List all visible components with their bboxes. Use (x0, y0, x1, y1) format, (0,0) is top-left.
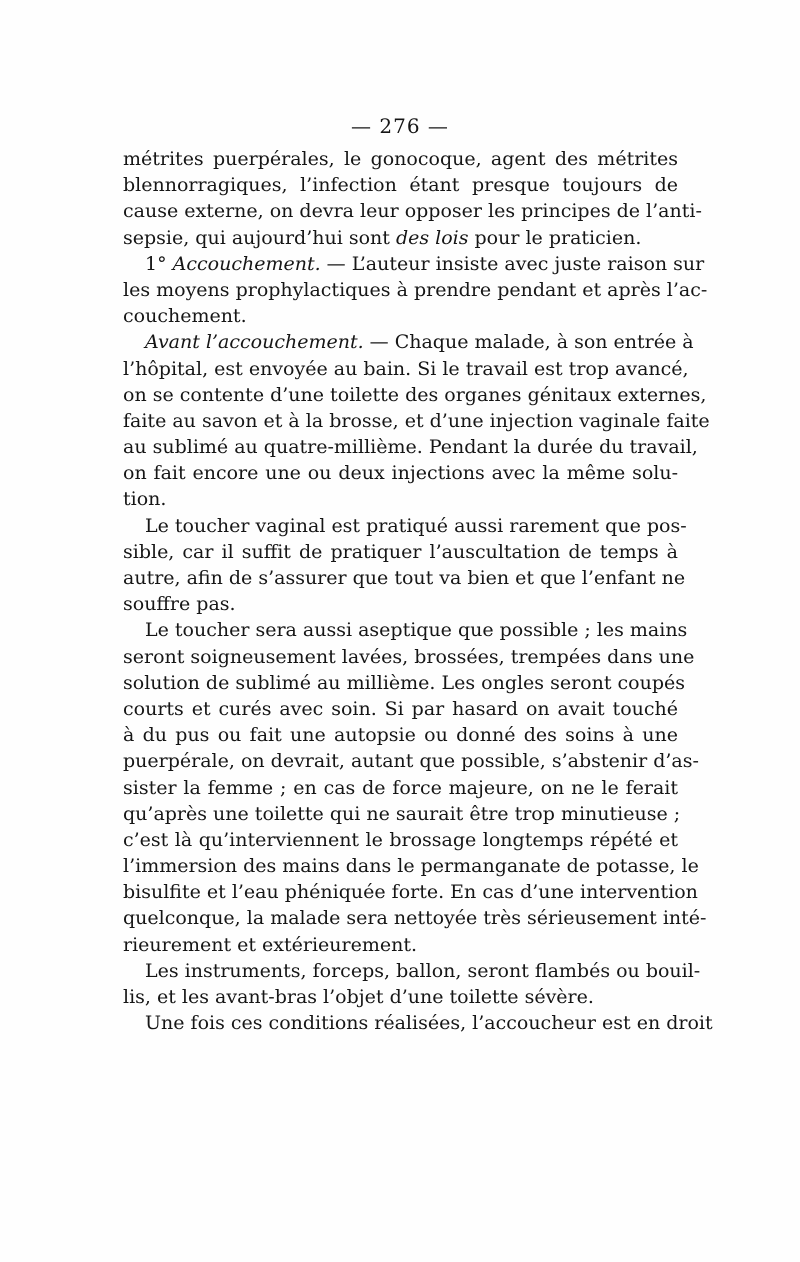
text-line (123, 775, 678, 801)
italic-text: Avant l’accouchement. (145, 331, 364, 354)
text-line (123, 958, 701, 984)
body-text (123, 146, 713, 1036)
text-line (123, 225, 678, 251)
text-line (123, 905, 707, 931)
line-text: Le toucher vaginal est pratiqué aussi rarement que pos- (145, 514, 687, 537)
line-text: cause externe, on devra leur opposer les principes de l’anti- (123, 200, 702, 223)
line-text: seront soigneusement lavées, brossées, trempées dans une (123, 645, 695, 668)
text-line (123, 644, 695, 670)
text-line (123, 696, 678, 722)
line-text: c’est là qu’interviennent le brossage longtemps répété et (123, 828, 678, 851)
text-line (123, 801, 681, 827)
text-line (123, 146, 678, 172)
text-line (123, 277, 708, 303)
line-text: Le toucher sera aussi aseptique que possible ; les mains (145, 619, 688, 642)
line-text: faite au savon et à la brosse, et d’une injection vaginale faite (123, 409, 710, 432)
line-text: l’hôpital, est envoyée au bain. Si le travail est trop avancé, (123, 357, 689, 380)
text-line (123, 748, 699, 774)
page-number: — 276 — (351, 114, 449, 138)
line-text: les moyens prophylactiques à prendre pendant et après l’ac- (123, 278, 708, 301)
line-text: qu’après une toilette qui ne saurait être trop minutieuse ; (123, 802, 681, 825)
line-text: pour le praticien. (468, 226, 642, 249)
line-text: l’immersion des mains dans le permanganate de potasse, le (123, 855, 699, 878)
text-line (123, 172, 678, 198)
line-text: 1° (145, 252, 173, 275)
line-text: métrites puerpérales, le gonocoque, agent des métrites (123, 148, 678, 170)
text-line (123, 722, 678, 748)
text-line (123, 198, 702, 224)
text-line (123, 853, 699, 879)
line-text: courts et curés avec soin. Si par hasard on avait touché (123, 697, 678, 720)
text-line (123, 1010, 713, 1036)
text-line (123, 329, 694, 355)
line-text: au sublimé au quatre-millième. Pendant la durée du travail, (123, 436, 698, 459)
line-text: sepsie, qui aujourd’hui sont (123, 226, 396, 249)
text-line (123, 827, 678, 853)
line-text: solution de sublimé au millième. Les ongles seront coupés (123, 671, 685, 694)
line-text: tion. (123, 488, 167, 511)
line-text: couchement. (123, 305, 247, 328)
text-line (123, 984, 678, 1010)
text-line (123, 879, 698, 905)
line-text: autre, afin de s’assurer que tout va bien et que l’enfant ne (123, 567, 686, 589)
italic-text: des lois (395, 226, 469, 249)
text-line (123, 460, 678, 486)
text-line (123, 513, 687, 539)
line-text: souffre pas. (123, 593, 236, 616)
line-text: bisulfite et l’eau phéniquée forte. En cas d’une intervention (123, 881, 698, 904)
line-text: rieurement et extérieurement. (123, 933, 418, 956)
line-text: on se contente d’une toilette des organes génitaux externes, (123, 383, 707, 406)
line-text: on fait encore une ou deux injections avec la même solu- (123, 462, 678, 485)
text-line (123, 591, 678, 617)
text-line (123, 382, 707, 408)
line-text: Une fois ces conditions réalisées, l’accoucheur est en droit (145, 1012, 713, 1035)
text-line (123, 539, 678, 565)
text-line (123, 356, 689, 382)
line-text: Les instruments, forceps, ballon, seront flambés ou bouil- (145, 959, 701, 982)
line-text: puerpérale, on devrait, autant que possible, s’abstenir d’as- (123, 750, 699, 773)
line-text: sister la femme ; en cas de force majeure, on ne le ferait (123, 776, 678, 799)
line-text: quelconque, la malade sera nettoyée très sérieusement inté- (123, 907, 707, 930)
line-text: lis, et les avant-bras l’objet d’une toilette sévère. (123, 986, 594, 1008)
line-text: sible, car il suffit de pratiquer l’auscultation de temps à (123, 540, 678, 563)
line-text: — Chaque malade, à son entrée à (363, 331, 694, 354)
text-line (123, 617, 688, 643)
text-line (123, 251, 705, 277)
text-line (123, 670, 685, 696)
text-line (123, 303, 678, 329)
line-text: blennorragiques, l’infection étant presque toujours de (123, 174, 678, 197)
text-line (123, 434, 698, 460)
text-line (123, 486, 678, 512)
text-line (123, 408, 710, 434)
italic-text: Accouchement. (172, 252, 321, 275)
text-line (123, 565, 686, 591)
line-text: à du pus ou fait une autopsie ou donné des soins à une (123, 724, 678, 747)
line-text: — L’auteur insiste avec juste raison sur (320, 252, 705, 275)
text-line (123, 932, 678, 958)
